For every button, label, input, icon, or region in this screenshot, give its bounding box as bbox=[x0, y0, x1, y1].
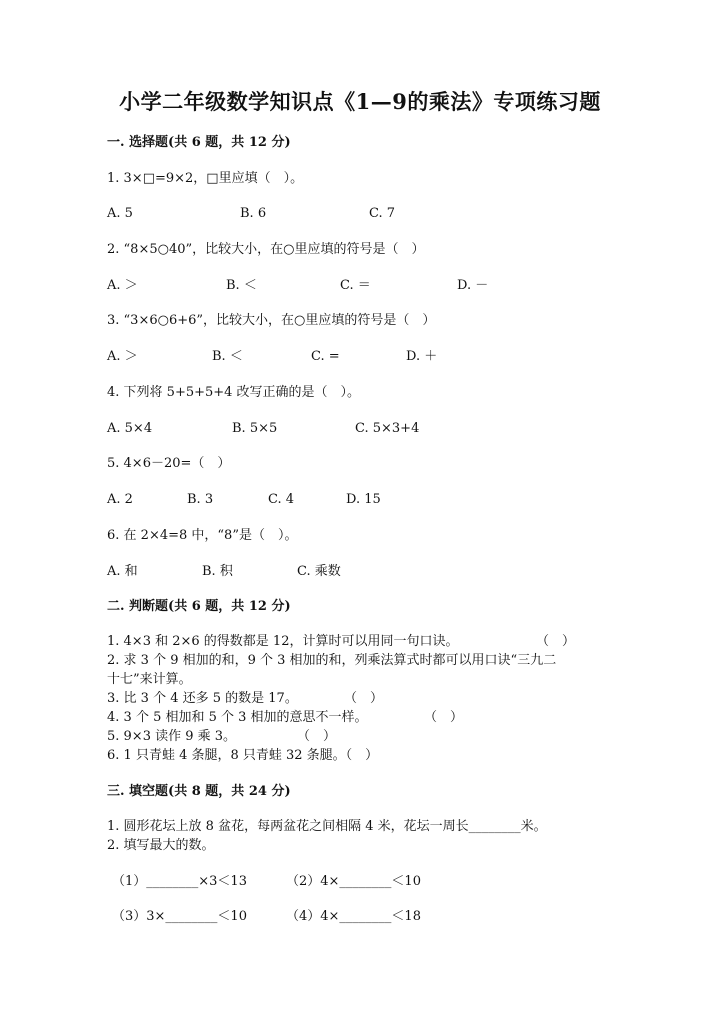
judgement-5-answer-paren: （ ） bbox=[297, 729, 337, 744]
judgement-1: 1. 4×3 和 2×6 的得数都是 12，计算时可以用同一句口诀。 bbox=[107, 634, 459, 649]
q5-option-d: D. 15 bbox=[346, 492, 381, 507]
judgement-1-answer-paren: （ ） bbox=[536, 634, 576, 649]
section-heading-fill-in: 三. 填空题(共 8 题，共 24 分) bbox=[107, 784, 291, 799]
q1-option-b: B. 6 bbox=[240, 206, 267, 221]
q2-option-a: A. ＞ bbox=[107, 278, 138, 293]
judgement-3-answer-paren: （ ） bbox=[344, 691, 384, 706]
q6-option-c: C. 乘数 bbox=[297, 564, 341, 579]
q3-option-a: A. ＞ bbox=[107, 349, 138, 364]
question-3: 3. “3×6○6+6”，比较大小，在○里应填的符号是（ ） bbox=[107, 313, 436, 328]
q1-option-c: C. 7 bbox=[369, 206, 396, 221]
judgement-5: 5. 9×3 读作 9 乘 3。 bbox=[107, 729, 237, 744]
judgement-4: 4. 3 个 5 相加和 5 个 3 相加的意思不一样。 bbox=[107, 710, 368, 725]
q2-option-b: B. ＜ bbox=[226, 278, 257, 293]
fill-item-2: （2）4×________＜10 bbox=[286, 874, 421, 889]
q5-option-c: C. 4 bbox=[268, 492, 295, 507]
fill-question-2: 2. 填写最大的数。 bbox=[107, 838, 215, 853]
q2-option-c: C. ＝ bbox=[340, 278, 371, 293]
fill-item-4: （4）4×________＜18 bbox=[286, 909, 421, 924]
q3-option-c: C. = bbox=[311, 349, 340, 364]
question-6: 6. 在 2×4=8 中，“8”是（ ）。 bbox=[107, 528, 298, 543]
q3-option-d: D. ＋ bbox=[406, 349, 438, 364]
page-title: 小学二年级数学知识点《1—9的乘法》专项练习题 bbox=[119, 89, 601, 114]
judgement-2-line-2: 十七”来计算。 bbox=[107, 672, 192, 687]
fill-item-1: （1）________×3＜13 bbox=[112, 874, 247, 889]
fill-question-1: 1. 圆形花坛上放 8 盆花，每两盆花之间相隔 4 米，花坛一周长________米。 bbox=[107, 819, 547, 834]
q4-option-b: B. 5×5 bbox=[232, 421, 278, 436]
judgement-2-line-1: 2. 求 3 个 9 相加的和，9 个 3 相加的和，列乘法算式时都可以用口诀“三九二 bbox=[107, 653, 557, 668]
q4-option-a: A. 5×4 bbox=[107, 421, 153, 436]
q6-option-a: A. 和 bbox=[107, 564, 138, 579]
q4-option-c: C. 5×3+4 bbox=[355, 421, 420, 436]
section-heading-choice: 一. 选择题(共 6 题，共 12 分) bbox=[107, 135, 291, 150]
q3-option-b: B. ＜ bbox=[212, 349, 243, 364]
question-2: 2. “8×5○40”，比较大小，在○里应填的符号是（ ） bbox=[107, 242, 425, 257]
judgement-4-answer-paren: （ ） bbox=[424, 710, 464, 725]
question-1: 1. 3×□=9×2，□里应填（ ）。 bbox=[107, 171, 304, 186]
section-heading-judgement: 二. 判断题(共 6 题，共 12 分) bbox=[107, 599, 291, 614]
judgement-6: 6. 1 只青蛙 4 条腿，8 只青蛙 32 条腿。（ ） bbox=[107, 748, 379, 763]
q6-option-b: B. 积 bbox=[202, 564, 233, 579]
q5-option-b: B. 3 bbox=[187, 492, 214, 507]
judgement-3: 3. 比 3 个 4 还多 5 的数是 17。 bbox=[107, 691, 298, 706]
q5-option-a: A. 2 bbox=[107, 492, 133, 507]
q1-option-a: A. 5 bbox=[107, 206, 133, 221]
question-5: 5. 4×6－20=（ ） bbox=[107, 456, 231, 471]
fill-item-3: （3）3×________＜10 bbox=[112, 909, 247, 924]
question-4: 4. 下列将 5+5+5+4 改写正确的是（ ）。 bbox=[107, 385, 361, 400]
q2-option-d: D. － bbox=[457, 278, 489, 293]
